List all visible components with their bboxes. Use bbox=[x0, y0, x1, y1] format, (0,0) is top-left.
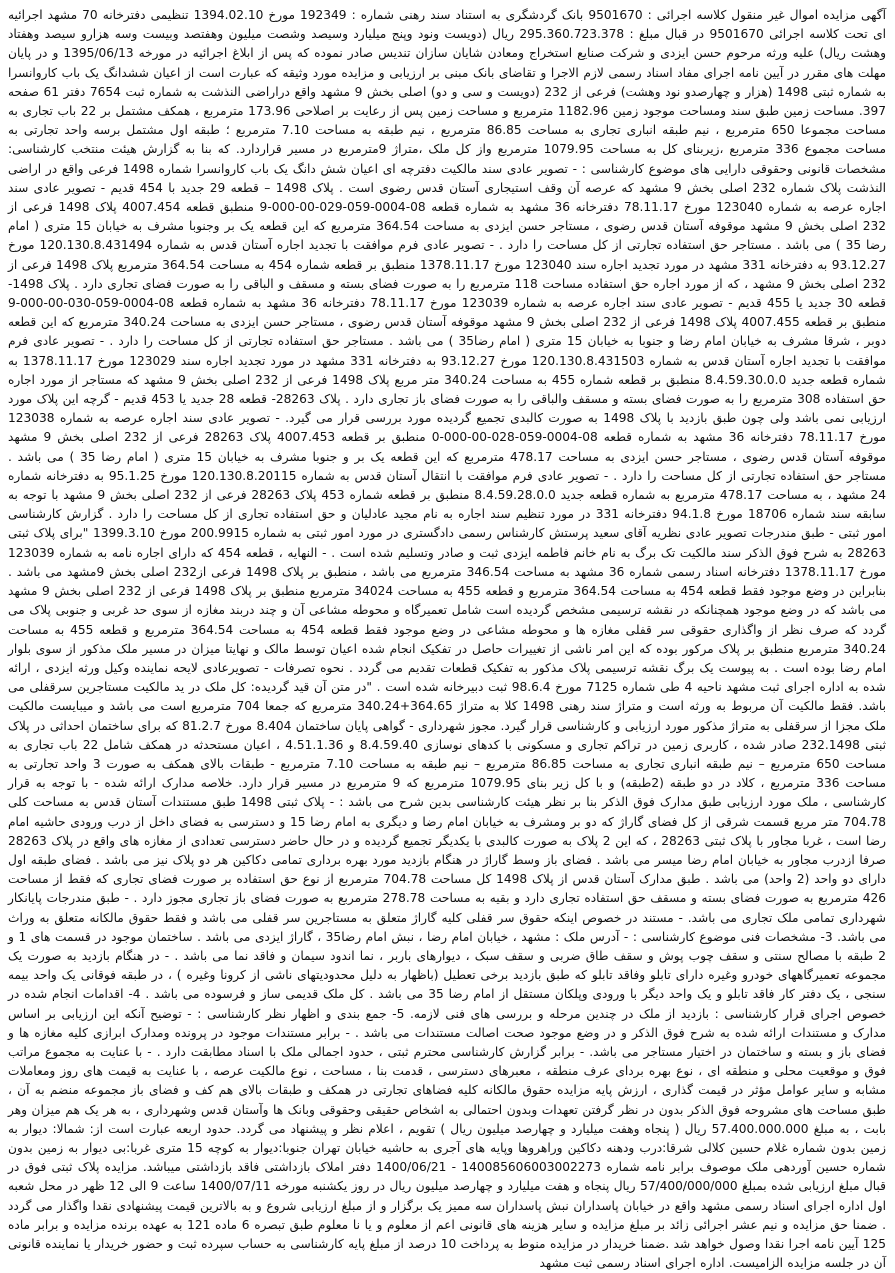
auction-notice bbox=[8, 6, 887, 1271]
notice-body-text: آگهی مزایده اموال غیر منقول کلاسه اجرائی : 9501670 بانک گردشگری به استناد سند رهنی شماره : 192349 مورخ 1394.02.10 تنظیمی دفترخانه 70 مشهد اجرائیه ای تحت کلاسه اجرائی 9501670 در قبال مبلغ : 295.360.723.378 ریال (دویست ونود وپنج میلیارد وسیصد وشصت میلیون وهفتصد وبیست وسه هزارو سیصد وهفتاد وهشت ریال) علیه ورثه مرحوم حسن ایزدی و شرکت صنایع استخراج ومعادن شایان سازان تندیس صادر نموده که پس از ابلاغ اجرائیه در مورخه 1395/06/13 و در پایان مهلت های مقرر در آیین نامه اجرای مفاد اسناد رسمی لازم الاجرا و تقاضای بانک مبنی بر ارزیابی و مزایده مورد وثیقه که عبارت است از اعیان ششدانگ یک باب کاروانسرا به شماره ثبتی 1498 (هزار و چهارصدو نود وهشت) فرعی از 232 (دویست و سی و دو) اصلی بخش 9 مشهد واقع دراراضی النذشت به شماره ثبت 7654 دفتر 61 صفحه 397. مساحت زمین طبق سند ومساحت موجود زمین 1182.96 مترمربع و مساحت زمین پس از رعایت بر اصلاحی 173.96 مترمربع ، همکف مشتمل بر 22 باب تجاری به مساحت مجموعا 650 مترمربع ، نیم طبقه انباری تجاری به مساحت 86.85 مترمربع ، نیم طبقه به مساحت 7.10 مترمربع ؛ طبقه اول مشتمل برسه واحد تجارتی به مساحت مجموع 336 مترمربع ،زیربنای کل به مساحت 1079.95 مترمربع واز کل ملک ،متراژ 9مترمربع در مسیر قراردارد. که بنا به گزارش هیئت منتخب کارشناسی: مشخصات قانونی وحقوقی دارایی های موضوع کارشناسی : - تصویر عادی سند مالکیت دفترچه ای اعیان شش دانگ یک باب کاروانسرا شماره 1498 فرعی واقع در اراضی النذشت پلاک شماره 232 اصلی بخش 9 مشهد که عرصه آن وقف استیجاری آستان قدس رضوی است . پلاک 1498 – قطعه 29 جدید با 454 قدیم - تصویر عادی سند اجاره عرصه به شماره 123040 مورخ 78.11.17 دفترخانه 36 مشهد به شماره قطعه 08-0004-059-029-00-000-9 منطبق قطعه 4007.454 پلاک 1498 فرعی از 232 اصلی بخش 9 مشهد موقوفه آستان قدس رضوی ، مستاجر حسن ایزدی به مساحت 364.54 مترمربع که این قطعه یک بر وجنوبا مشرف به خیابان 15 متری ( امام رضا 35 ) می باشد . مستاجر حق استفاده تجارتی از کل مساحت را دارد . - تصویر عادی فرم موافقت با تجدید اجاره آستان قدس به شماره 120.130.8.431494 مورخ 93.12.27 به دفترخانه 331 مشهد در مورد تجدید اجاره سند 123040 مورخ 1378.11.17 منطبق بر قطعه شماره 454 به مساحت 364.54 مترمربع پلاک 1498 فرعی از 232 اصلی بخش 9 مشهد ، که از مورد اجاره حق استفاده مساحت 118 مترمربع را به صورت فضای بسته و مسقف و الباقی را به صورت فضای تجاری دارد . پلاک 1498- قطعه 30 جدید یا 455 قدیم - تصویر عادی سند اجاره عرصه به شماره 123039 مورخ 78.11.17 دفترخانه 36 مشهد به شماره قطعه 08-0004-059-030-00-000-9 منطبق بر قطعه 4007.455 پلاک 1498 فرعی از 232 اصلی بخش 9 مشهد موقوفه آستان قدس رضوی ، مستاجر حسن ایزدی به مساحت 340.24 مترمربع که این قطعه دوبر ، شرقا مشرف به خیابان امام رضا و جنوبا به خیابان 15 متری ( امام رضا35 ) می باشد . مستاجر حق استفاده تجارتی از کل مساحت را دارد . - تصویر عادی فرم موافقت با تجدید اجاره آستان قدس به شماره 120.130.8.431503 مورخ 93.12.27 به دفترخانه 331 مشهد در مورد تجدید اجاره سند 123029 مورخ 1378.11.17 به شماره قطعه جدید 8.4.59.30.0.0 منطبق بر قطعه شماره 455 به مساحت 340.24 متر مربع پلاک 1498 فرعی از 232 اصلی بخش 9 مشهد که مستاجر از مورد اجاره حق استفاده 308 مترمربع را به صورت فضای بسته و مسقف والباقی را به صورت فضای باز تجاری دارد . پلاک 28263- قطعه 28 جدید یا 453 قدیم - گرچه این پلاک مورد ارزیابی نمی باشد ولی چون طبق بازدید با پلاک 1498 به صورت کالبدی تجمیع گردیده مورد بررسی قرار می گیرد. - تصویر عادی سند اجاره عرصه به شماره 123038 مورخ 78.11.17 دفترخانه 36 مشهد به شماره قطعه 08-0004-059-028-00-000-0 منطبق بر قطعه 4007.453 پلاک 28263 فرعی از 232 اصلی بخش 9 مشهد موقوفه آستان قدس رضوی ، مستاجر حسن ایزدی به مساحت 478.17 مترمربع که این قطعه یک بر و جنوبا مشرف به خیابان 15 متری ( امام رضا 35 ) می باشد . مستاجر حق استفاده تجارتی از کل مساحت را دارد . - تصویر عادی فرم موافقت با انتقال آستان قدس به شماره 120.130.8.20115 مورخ 95.1.25 به دفترخانه شماره 24 مشهد ، به مساحت 478.17 مترمربع به شماره قطعه جدید 8.4.59.28.0.0 منطبق بر قطعه شماره 453 پلاک 28263 فرعی از 232 اصلی بخش 9 مشهد با توجه به سابقه سند شماره 18706 مورخ 94.1.8 دفترخانه 331 در مورد تنظیم سند اجاره به نام مجید عادلیان و حق استفاده تجاری از کل مساحت را دارد . گزارش کارشناسی امور ثبتی - طبق مندرجات تصویر عادی نظریه آقای سعید پرستش کارشناس رسمی دادگستری در مورد امور ثبتی به شماره 200.9915 مورخ 1399.3.10 "برای پلاک ثبتی 28263 به شرح فوق الذکر سند مالکیت تک برگ به نام خانم فاطمه ایزدی ثبت و صادر وتسلیم شده است . - النهایه ، قطعه 454 که دارای اجاره نامه به شماره 123039 مورخ 1378.11.17 دفترخانه اسناد رسمی شماره 36 مشهد به مساحت 346.54 مترمربع می باشد ، منطبق بر پلاک 1498 فرعی از232 اصلی بخش 9مشهد می باشد . بنابراین در وضع موجود فقط قطعه 454 به مساحت 364.54 مترمربع و قطعه 455 به مساحت 34024 مترمربع منطبق بر پلاک 1498 فرعی از 232 اصلی بخش 9 مشهد می باشد که در وضع موجود همچنانکه در نقشه ترسیمی مشخص گردیده است شامل تعمیرگاه و محوطه مشاعی آن و چند دربند مغازه از سوی حد غربی و جنوبی پلاک می گردد که صرف نظر از واگذاری حقوقی سر قفلی مغازه ها و محوطه مشاعی در وضع موجود فقط قطعه 454 به مساحت 364.54 مترمربع و قطعه 455 به مساحت 340.24 مترمربع منطبق بر پلاک مرکور بوده که این امر ناشی از تغییرات حاصل در تفکیک انجام شده اعیان توسط مالک و نهایتا میزان در مسیر ملک مذکور از سوی بلوار امام رضا بوده است . به پیوست یک برگ نقشه ترسیمی پلاک مذکور به تفکیک قطعات تقدیم می گردد . نحوه تصرفات - تصویرعادی لایحه نماینده وکیل ورثه ایزدی ، ارائه شده به اداره اجرای ثبت مشهد ناحیه 4 طی شماره 7125 مورخ 98.6.4 ثبت دبیرخانه شده است . "در متن آن قید گردیده: کل ملک در ید مالکیت مستاجرین سرقفلی می باشد. فقط مالکیت آن مربوط به ورثه است و متراژ سند رهنی 1498 کلا به متراژ 364.65+340.24 مترمربع که جمعا 704 مترمربع است می باشد و میبایست مالکیت ملک مجزا از سرقفلی به متراژ مذکور مورد ارزیابی و کارشناسی قرار گیرد. مجوز شهرداری - گواهی پایان ساختمان 8.404 مورخ 81.2.7 که برای ساختمان احداثی در پلاک ثبتی 232.1498 صادر شده ، کاربری زمین در تراکم تجاری و مسکونی با کدهای نوسازی 8.4.59.40 و 4.51.1.36 ، اعیان مستحدثه در همکف شامل 22 باب تجاری به مساحت 650 مترمربع – نیم طبقه انباری تجاری به مساحت 86.85 مترمربع – نیم طبقه به مساحت 7.10 مترمربع - طبقات بالای همکف به صورت 3 واحد تجارتی به مساحت 336 مترمربع ، کلاد در دو طبقه (2طبقه) و با کل زیر بنای 1079.95 مترمربع که 9 مترمربع در مسیر قرار دارد. خلاصه مدارک ارائه شده - با توجه به قرار کارشناسی ، ملک مورد ارزیابی طبق مدارک فوق الذکر بنا بر نظر هیئت کارشناسی بدین شرح می باشد : - پلاک ثبتی 1498 طبق مستندات آستان قدس به مساحت کلی 704.78 متر مربع قسمت شرقی از کل فضای گاراژ که دو بر ومشرف به خیابان امام رضا و دیگری به امام رضا 15 و دسترسی به فضای داخل از درب ورودی حاشیه امام رضا است ، غربا مجاور با پلاک ثبتی 28263 ، که این 2 پلاک به صورت کالبدی با یکدیگر تجمیع گردیده و در حال حاضر دسترسی تعدادی از مغازه های واقع در پلاک 28263 صرفا ازدرب مجاور به خیابان امام رضا میسر می باشد . فضای باز وسط گاراژ در هنگام بازدید مورد بهره برداری تمامی دکاکین هر دو پلاک نیز می باشد . فضای طبقه اول دارای دو واحد (2 واحد) می باشد . طبق مدارک آستان قدس از پلاک 1498 کل مساحت 704.78 مترمربع از نوع حق استفاده بر صورت فضای تجاری که فقط از مساحت 426 مترمربع به صورت فضای بسته و مسقف حق استفاده تجاری دارد و بقیه به مساحت 278.78 مترمربع به صورت فضای باز تجاری مجوز دارد . - طبق مندرجات پایانکار شهرداری تمامی ملک تجاری می باشد. - مستند در خصوص اینکه حقوق سر قفلی کلیه گاراژ متعلق به مستاجرین سر قفلی می باشد و فقط حقوق مالکانه متعلق به وراث می باشد. 3- مشخصات فنی موضوع کارشناسی : - آدرس ملک : مشهد ، خیابان امام رضا ، نبش امام رضا35 ، گاراژ ایزدی می باشد . ساختمان موجود در قسمت های 1 و 2 طبقه با مصالح سنتی و سقف چوب پوش و سقف طاق ضربی و سقف سبک ، دیوارهای باربر ، نما اندود سیمان و فاقد نما می باشد . - در هنگام بازدید به صورت یک مجموعه تعمیرگاههای خودرو وغیره دارای تابلو وفاقد تابلو که طبق بازدید برخی تعطیل (باظهار به دلیل محدودیتهای ناشی از کرونا وغیره ) ، در طبقه فوقانی یک واحد بیمه سنجی ، یک دفتر کار فاقد تابلو و یک واحد دیگر با ورودی وپلکان مستقل از امام رضا 35 می باشد . کل ملک قدیمی ساز و فرسوده می باشد . 4- اقدامات انجام شده در خصوص اجرای قرار کارشناسی : بازدید از ملک در چندین مرحله و بررسی های فنی لازمه. 5- جمع بندی و اظهار نظر کارشناسی : - توضیح آنکه این ارزیابی بر اساس مدارک و مستندات ارائه شده به شرح فوق الذکر و در وضع موجود صحت اصالت مستندات می باشد . - برابر مستندات موجود در پرونده ومدارک ابرازی کلیه مغازه ها و فضای باز و بسته و ساختمان در اختیار مستاجر می باشد. - برابر گزارش کارشناسی محترم ثبتی ، حدود اجمالی ملک با اسناد مطابقت دارد . - با عنایت به مجموع مراتب فوق و موقعیت محلی و منطقه ای ، نوع بهره بردای عرف منطقه ، معبرهای دسترسی ، قدمت بنا ، مساحت ، نوع مالکیت عرصه ، با عنایت به قیمت های روز ومعاملات مشابه و سایر عوامل مؤثر در قیمت گذاری ، ارزش پایه مزایده حقوق مالکانه کلیه فضاهای تجارتی در همکف و طبقات بالای هم کف و فضای باز مجموعه منضم به آن ، طبق مساحت های مشروحه فوق الذکر بدون در نظر گرفتن تعهدات وبدون احتمالی به اشخاص حقیقی وحقوقی وبانک ها وآستان قدس وشهرداری ، به هر یک هم میزان وهر بابت ، به مبلغ 57.400.000.000 ریال ( پنجاه وهفت میلیارد و چهارصد میلیون ریال ) تقویم ، اعلام نظر و پیشنهاد می گردد. حدود اربعه عبارت است از: شمالا: دیوار به زمین بدون شماره غلام حسین کلالی شرقا:درب ودهنه دکاکین وراهروها وپایه های آجری به حاشیه خیابان تهران جنوبا:دیوار به کوچه 15 متری غربا:بی دیوار به زمین بدون شماره حسین آوردهی ملک موصوف برابر نامه شماره 140085606003002273 - 1400/06/21 دفتر املاک بازداشتی فاقد بازداشتی میباشد. مزایده پلاک ثبتی فوق در قبال مبلغ ارزیابی شده بمبلغ 57/400/000/000 ریال پنجاه و هفت میلیارد و چهارصد میلیون ریال در روز یکشنبه مورخه 1400/07/11 ساعت 9 الی 12 ظهر در محل شعبه اول اداره اجرای اسناد رسمی مشهد واقع در خیابان پاسداران نبش پاسداران سه ممیز یک برگزار و از مبلغ ارزیابی شروع و به بالاترین قیمت پیشنهادی نقدا واگذار می گردد . ضمنا حق مزایده و نیم عشر اجرائی زائد بر مبلغ مزایده و سایر هزینه های قانونی اعم از معلوم و یا نا معلوم طبق تبصره 6 ماده 121 به عهده برنده مزایده و برابر ماده 125 آیین نامه اجرا نقدا وصول خواهد شد .ضمنا خریدار در مزایده منوط به پرداخت 10 درصد از مبلغ پایه کارشناسی به حساب سپرده ثبت و حضور خریدار یا نماینده قانونی آن در جلسه مزایده الزامیست. اداره اجرای اسناد رسمی ثبت مشهد bbox=[8, 8, 887, 1271]
